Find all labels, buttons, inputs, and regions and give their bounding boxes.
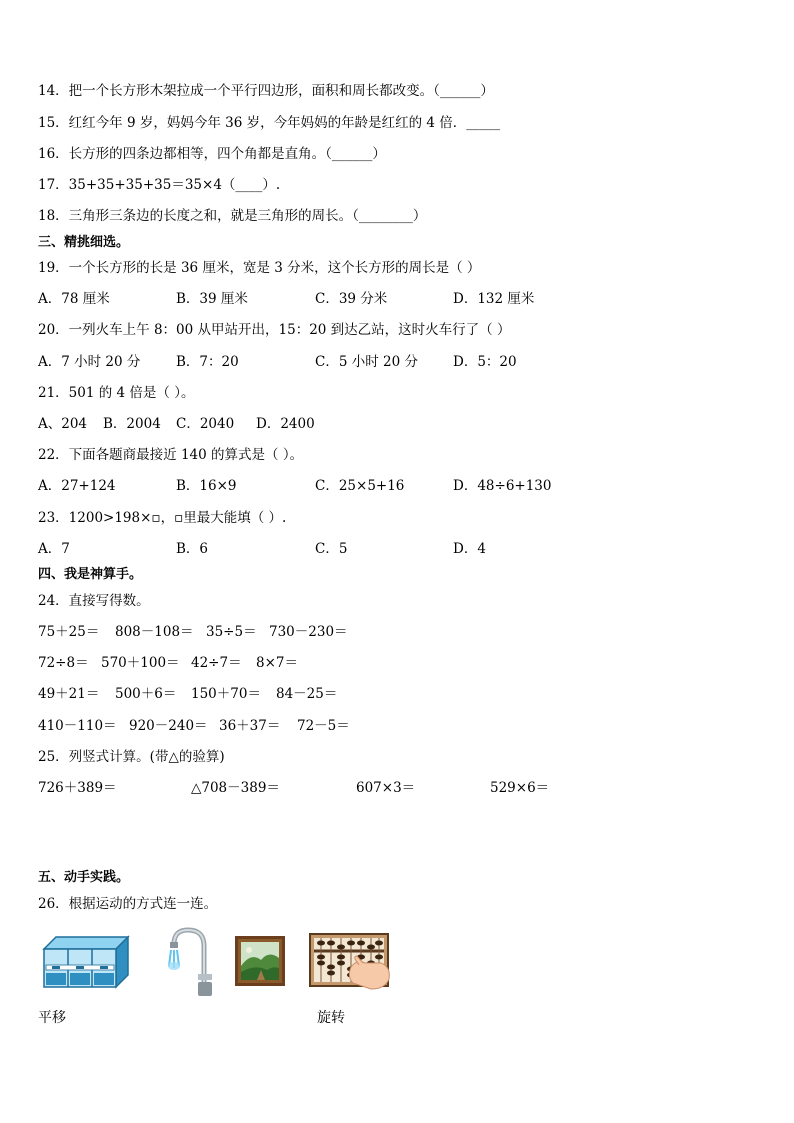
faucet-icon [162, 926, 216, 998]
question-20: 20．一列火车上午 8：00 从甲站开出，15：20 到达乙站，这时火车行了（ ） [38, 322, 511, 338]
calc-item: 49＋21＝ [38, 686, 100, 702]
question-19: 19．一个长方形的长是 36 厘米，宽是 3 分米，这个长方形的周长是（ ） [38, 260, 481, 276]
question-21: 21．501 的 4 倍是（ ）。 [38, 385, 195, 401]
section-5-heading: 五、动手实践。 [38, 870, 130, 885]
q20-option-d: D．5：20 [453, 354, 517, 370]
vertical-calc-item: 726＋389＝ [38, 780, 117, 796]
calc-item: 36＋37＝ [219, 718, 281, 734]
calc-item: 500＋6＝ [115, 686, 177, 702]
calc-item: 730－230＝ [269, 624, 348, 640]
calc-item: 75＋25＝ [38, 624, 100, 640]
q20-option-b: B．7：20 [176, 354, 239, 370]
section-4-heading: 四、我是神算手。 [38, 567, 143, 582]
q23-option-c: C．5 [315, 541, 348, 557]
question-15: 15．红红今年 9 岁，妈妈今年 36 岁，今年妈妈的年龄是红红的 4 倍．_____ [38, 115, 501, 131]
calc-item: 570＋100＝ [101, 655, 180, 671]
q20-option-c: C．5 小时 20 分 [315, 354, 418, 370]
vertical-calc-item: 607×3＝ [356, 780, 416, 796]
q21-option-a: A、204 [38, 416, 88, 432]
label-rotation: 旋转 [317, 1010, 345, 1026]
calc-item: 35÷5＝ [206, 624, 257, 640]
question-18: 18．三角形三条边的长度之和，就是三角形的周长。（________） [38, 208, 427, 224]
question-24: 24．直接写得数。 [38, 593, 150, 609]
q19-option-a: A．78 厘米 [38, 291, 110, 307]
calc-item: 42÷7＝ [191, 655, 242, 671]
calc-item: 410－110＝ [38, 718, 117, 734]
question-22: 22．下面各题商最接近 140 的算式是（ ）。 [38, 447, 304, 463]
question-14: 14．把一个长方形木架拉成一个平行四边形，面积和周长都改变。（______） [38, 83, 494, 99]
q21-option-c: C．2040 [176, 416, 235, 432]
calc-item: 72÷8＝ [38, 655, 89, 671]
calc-item: 920－240＝ [129, 718, 208, 734]
q20-option-a: A．7 小时 20 分 [38, 354, 141, 370]
q22-option-a: A．27+124 [38, 478, 116, 494]
question-26: 26．根据运动的方式连一连。 [38, 896, 218, 912]
framed-painting-icon [235, 936, 285, 986]
calc-item: 72－5＝ [297, 718, 350, 734]
q19-option-c: C．39 分米 [315, 291, 388, 307]
q21-option-d: D．2400 [256, 416, 315, 432]
calc-item: 8×7＝ [256, 655, 298, 671]
q23-option-a: A．7 [38, 541, 70, 557]
question-16: 16．长方形的四条边都相等，四个角都是直角。（______） [38, 146, 386, 162]
question-17: 17．35+35+35+35＝35×4（____）. [38, 177, 281, 193]
q22-option-c: C．25×5+16 [315, 478, 405, 494]
calc-item: 808－108＝ [115, 624, 194, 640]
label-translation: 平移 [38, 1010, 66, 1026]
question-25: 25．列竖式计算。(带△的验算) [38, 749, 225, 765]
sliding-window-icon [42, 935, 130, 989]
vertical-calc-item: △708－389＝ [191, 780, 280, 796]
calc-item: 150＋70＝ [191, 686, 261, 702]
question-23: 23．1200>198×▫，▫里最大能填（ ）. [38, 510, 287, 526]
section-3-heading: 三、精挑细选。 [38, 235, 130, 250]
q21-option-b: B．2004 [103, 416, 161, 432]
q23-option-d: D．4 [453, 541, 486, 557]
calc-item: 84－25＝ [276, 686, 338, 702]
q22-option-d: D．48÷6+130 [453, 478, 552, 494]
q19-option-d: D．132 厘米 [453, 291, 535, 307]
abacus-icon [309, 933, 391, 991]
vertical-calc-item: 529×6＝ [490, 780, 550, 796]
q19-option-b: B．39 厘米 [176, 291, 248, 307]
q23-option-b: B．6 [176, 541, 209, 557]
q22-option-b: B．16×9 [176, 478, 237, 494]
